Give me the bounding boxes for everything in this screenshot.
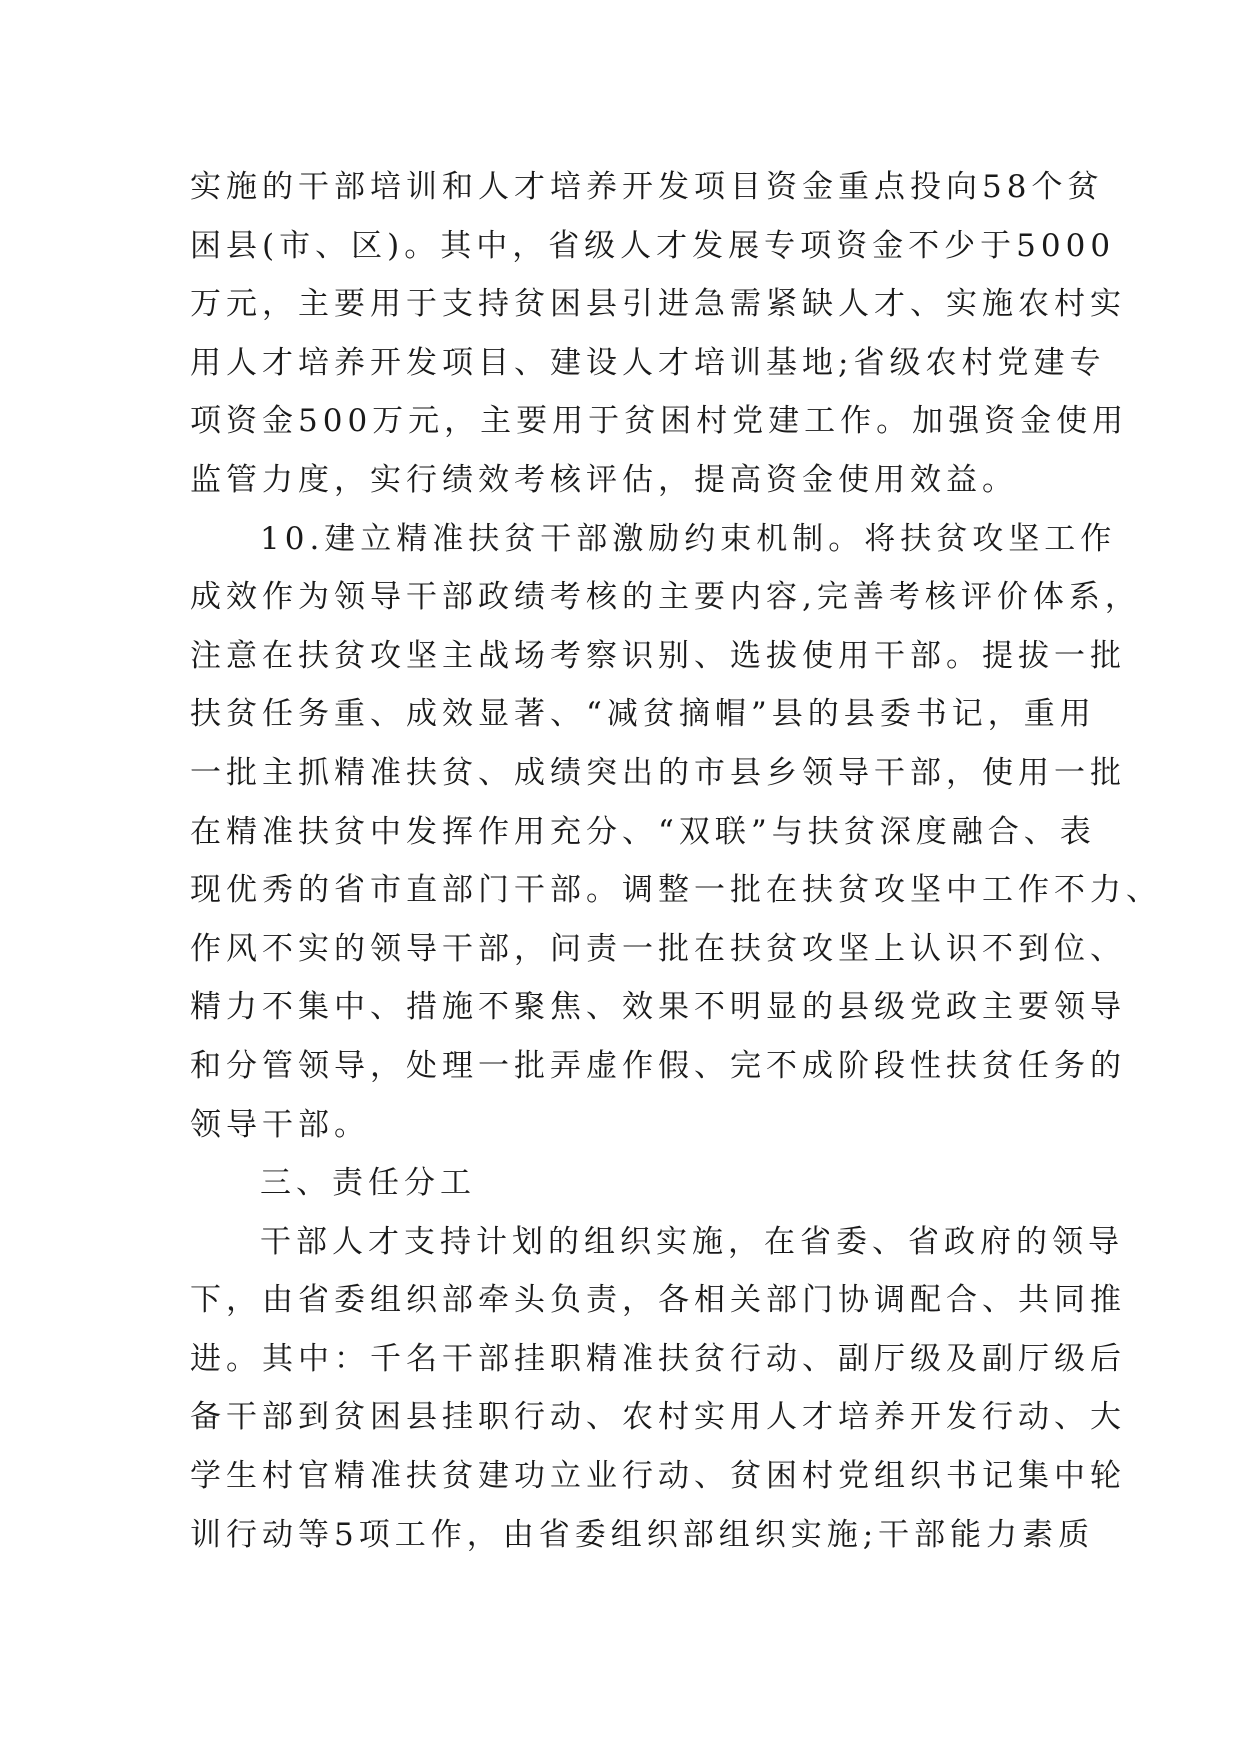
text-line: 一批主抓精准扶贫、成绩突出的市县乡领导干部，使用一批 bbox=[190, 754, 1126, 791]
document-body bbox=[190, 158, 1162, 1564]
text-line: 在精准扶贫中发挥作用充分、“双联”与扶贫深度融合、表 bbox=[190, 813, 1096, 850]
text-line: 和分管领导，处理一批弄虚作假、完不成阶段性扶贫任务的 bbox=[190, 1047, 1126, 1084]
paragraph-heading-line: 10.建立精准扶贫干部激励约束机制。将扶贫攻坚工作 bbox=[260, 520, 1117, 557]
text-line: 注意在扶贫攻坚主战场考察识别、选拔使用干部。提拔一批 bbox=[190, 637, 1126, 674]
text-line: 监管力度，实行绩效考核评估，提高资金使用效益。 bbox=[190, 461, 1018, 498]
text-line: 学生村官精准扶贫建功立业行动、贫困村党组织书记集中轮 bbox=[190, 1458, 1126, 1495]
section-heading: 三、责任分工 bbox=[260, 1165, 476, 1202]
text-line: 用人才培养开发项目、建设人才培训基地;省级农村党建专 bbox=[190, 344, 1106, 381]
text-line: 下，由省委组织部牵头负责，各相关部门协调配合、共同推 bbox=[190, 1282, 1126, 1319]
text-line: 困县(市、区)。其中，省级人才发展专项资金不少于5000 bbox=[190, 227, 1116, 264]
text-line: 现优秀的省市直部门干部。调整一批在扶贫攻坚中工作不力、 bbox=[190, 872, 1162, 909]
text-line: 万元，主要用于支持贫困县引进急需紧缺人才、实施农村实 bbox=[190, 286, 1126, 323]
text-line: 项资金500万元，主要用于贫困村党建工作。加强资金使用 bbox=[190, 403, 1129, 440]
text-line: 精力不集中、措施不聚焦、效果不明显的县级党政主要领导 bbox=[190, 989, 1126, 1026]
text-line: 备干部到贫困县挂职行动、农村实用人才培养开发行动、大 bbox=[190, 1399, 1126, 1436]
text-line: 进。其中：千名干部挂职精准扶贫行动、副厅级及副厅级后 bbox=[190, 1340, 1126, 1377]
text-line: 作风不实的领导干部，问责一批在扶贫攻坚上认识不到位、 bbox=[190, 930, 1126, 967]
paragraph-first-line: 干部人才支持计划的组织实施，在省委、省政府的领导 bbox=[260, 1223, 1124, 1260]
text-line: 训行动等5项工作，由省委组织部组织实施;干部能力素质 bbox=[190, 1516, 1095, 1553]
text-line: 扶贫任务重、成效显著、“减贫摘帽”县的县委书记，重用 bbox=[190, 696, 1096, 733]
text-line: 实施的干部培训和人才培养开发项目资金重点投向58个贫 bbox=[190, 169, 1104, 205]
text-line: 成效作为领导干部政绩考核的主要内容,完善考核评价体系， bbox=[190, 579, 1141, 616]
text-line: 领导干部。 bbox=[190, 1106, 370, 1143]
